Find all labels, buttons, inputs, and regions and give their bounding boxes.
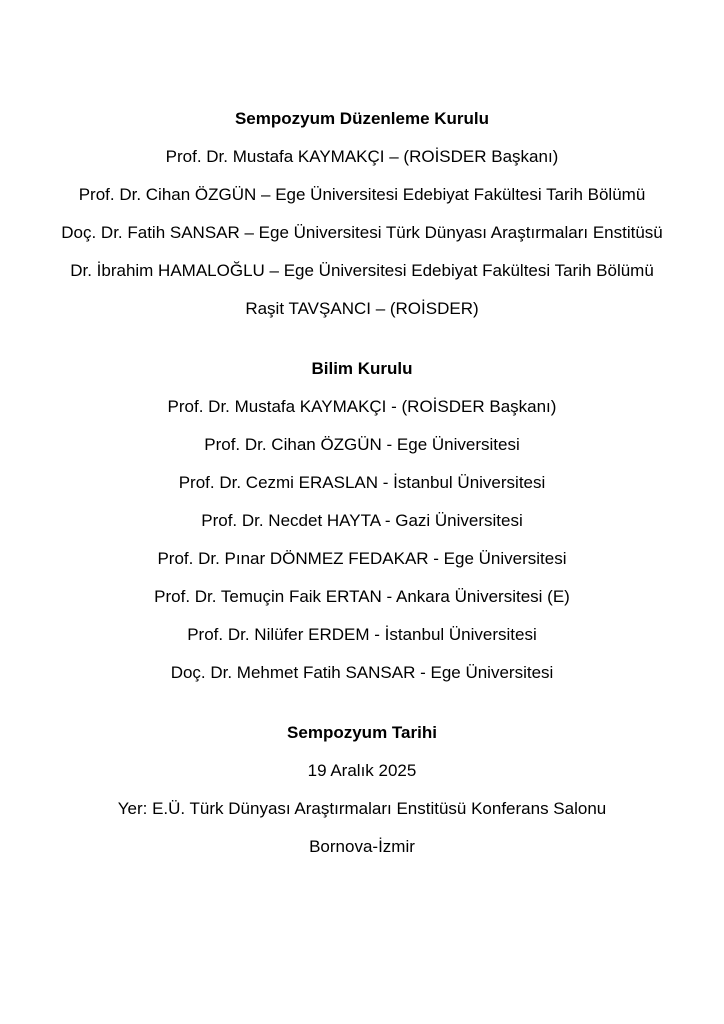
member-line: Doç. Dr. Fatih SANSAR – Ege Üniversitesi Türk Dünyası Araştırmaları Enstitüsü (61, 223, 663, 242)
member-line: Dr. İbrahim HAMALOĞLU – Ege Üniversitesi Edebiyat Fakültesi Tarih Bölümü (70, 261, 654, 280)
member-line: Prof. Dr. Cezmi ERASLAN - İstanbul Üniversitesi (178, 473, 546, 492)
city-line: Bornova-İzmir (309, 837, 415, 856)
member-line: Prof. Dr. Cihan ÖZGÜN – Ege Üniversitesi Edebiyat Fakültesi Tarih Bölümü (78, 185, 646, 204)
venue-line: Yer: E.Ü. Türk Dünyası Araştırmaları Enstitüsü Konferans Salonu (117, 799, 607, 818)
member-line: Prof. Dr. Mustafa KAYMAKÇI – (ROİSDER Başkanı) (165, 147, 559, 166)
document-body (0, 108, 724, 858)
section-title: Bilim Kurulu (311, 359, 413, 378)
section-science-committee (0, 358, 724, 684)
member-line: Prof. Dr. Mustafa KAYMAKÇI - (ROİSDER Başkanı) (167, 397, 557, 416)
member-line: Prof. Dr. Pınar DÖNMEZ FEDAKAR - Ege Üniversitesi (157, 549, 567, 568)
date-line: 19 Aralık 2025 (307, 761, 417, 780)
section-title: Sempozyum Tarihi (287, 723, 437, 742)
member-line: Prof. Dr. Nilüfer ERDEM - İstanbul Üniversitesi (187, 625, 537, 644)
member-line: Doç. Dr. Mehmet Fatih SANSAR - Ege Üniversitesi (170, 663, 554, 682)
section-symposium-date (0, 722, 724, 858)
section-organizing-committee (0, 108, 724, 320)
member-line: Prof. Dr. Necdet HAYTA - Gazi Üniversitesi (201, 511, 523, 530)
member-line: Raşit TAVŞANCI – (ROİSDER) (245, 299, 479, 318)
member-line: Prof. Dr. Cihan ÖZGÜN - Ege Üniversitesi (204, 435, 520, 454)
section-title: Sempozyum Düzenleme Kurulu (234, 109, 490, 128)
member-line: Prof. Dr. Temuçin Faik ERTAN - Ankara Üniversitesi (E) (154, 587, 570, 606)
